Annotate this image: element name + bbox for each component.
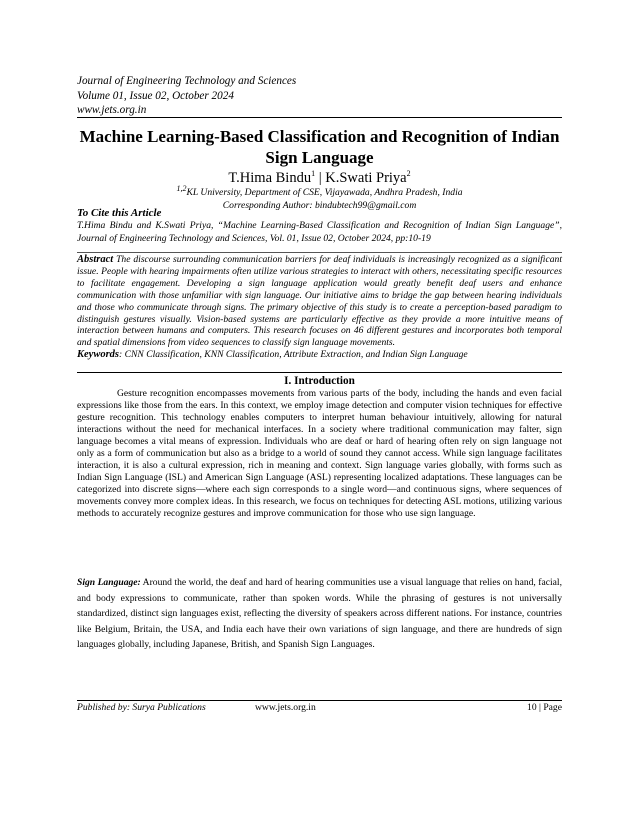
footer-divider [77, 700, 562, 701]
author-2: K.Swati Priya [325, 169, 407, 186]
affiliation: KL University, Department of CSE, Vijayawada, Andhra Pradesh, India [186, 187, 463, 199]
section-heading-introduction: I. Introduction [284, 375, 355, 387]
footer-page-number: 10 | Page [527, 702, 562, 713]
citation-text: T.Hima Bindu and K.Swati Priya, “Machine Learning-Based Classification and Recognition of Indian Sign Language”, Journal of Engineering Technology and Sciences, Vol. 01, Issue 02, October 2024, pp:10-19 [77, 220, 562, 244]
footer-publisher: Published by: Surya Publications [77, 702, 206, 713]
journal-url[interactable]: www.jets.org.in [77, 104, 147, 117]
abstract [77, 254, 562, 349]
sign-language-label: Sign Language: [77, 577, 141, 588]
header-divider [77, 117, 562, 118]
keywords [77, 348, 562, 361]
paper-title: Machine Learning-Based Classification and Recognition of Indian Sign Language [79, 127, 560, 167]
citation-divider [77, 252, 562, 253]
author-1-superscript: 1 [311, 169, 316, 178]
sign-language-paragraph [77, 575, 562, 653]
keywords-divider [77, 372, 562, 373]
keywords-text: : CNN Classification, KNN Classification, Attribute Extraction, and Indian Sign Language [119, 349, 468, 360]
footer-url[interactable]: www.jets.org.in [255, 702, 316, 713]
keywords-label: Keywords [77, 349, 119, 360]
citation-heading: To Cite this Article [77, 207, 162, 219]
affiliation-superscript: 1,2 [176, 184, 187, 193]
introduction-paragraph: Gesture recognition encompasses movements from various parts of the body, including the hands and even facial expressions like those from the ears. In this context, we employ image detection and computer vision techniques for effective gesture recognition. This technology enables computers to interpret human behaviour intuitively, allowing for natural interactions without the need for mechanical interfaces. In a society where traditional communication may falter, sign language becomes a vital means of expression. Individuals who are deaf or hard of hearing often rely on sign language not only as a form of communication but also as a bridge to a world of sound they cannot access. While sign language facilitates interaction, it is also a cultural expression, rich in meaning and context. Sign language varies globally, with forms such as Indian Sign Language (ISL) and American Sign Language (ASL) representing localized adaptations. These languages can be categorized into discrete signs—where each sign corresponds to a single word—and continuous signs, where sequences of movements convey more complex ideas. In this research, we focus on techniques for detecting ASL motions, utilizing various methods to accurately recognize gestures and improve communication for those who use sign language. [77, 388, 562, 519]
corresponding-author: Corresponding Author: bindubtech99@gmail.com [222, 199, 417, 211]
author-1: T.Hima Bindu [228, 169, 312, 186]
abstract-text: The discourse surrounding communication barriers for deaf individuals is increasingly recognized as a significant issue. People with hearing impairments often utilize various strategies to interact with others, necessitating specific resources to facilitate engagement. Developing a sign language application would greatly benefit deaf users and enhance communication with those unfamiliar with sign language. Our initiative aims to bridge the gap between hearing individuals and those who communicate through signs. The primary objective of this study is to create a perception-based paradigm to distinguish gestures visually. Vision-based systems are particularly effective as they provide a more intuitive means of interaction between humans and computers. This research focuses on 46 different gestures and incorporates both temporal and spatial dimensions from video sequences to classify sign language movements. [77, 254, 562, 349]
journal-name: Journal of Engineering Technology and Sciences [77, 75, 297, 87]
author-2-superscript: 2 [406, 169, 411, 178]
abstract-label: Abstract [77, 254, 114, 265]
journal-issue: Volume 01, Issue 02, October 2024 [77, 89, 234, 102]
author-separator: | [315, 169, 326, 186]
journal-header [77, 74, 562, 118]
sign-language-text: Around the world, the deaf and hard of hearing communities use a visual language that relies on hand, facial, and body expressions to communicate, rather than spoken words. While the phrasing of gestures is not universally standardized, distinct sign languages exist, reflecting the diversity of speakers across different nations. For instance, countries like Belgium, Britain, the USA, and India each have their own variations of sign language, and there are hundreds of sign languages globally, including Japanese, British, and Spanish Sign Languages. [77, 577, 562, 651]
